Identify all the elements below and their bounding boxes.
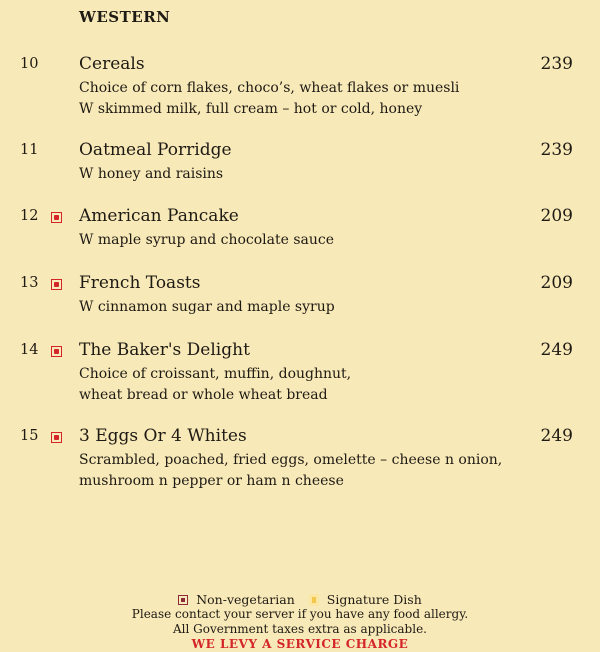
item-name: French Toasts — [79, 273, 201, 293]
item-number: 10 — [20, 56, 39, 72]
non-veg-icon — [51, 346, 62, 357]
menu-footer — [0, 592, 600, 652]
item-price: 209 — [540, 206, 573, 226]
item-number: 14 — [20, 342, 39, 358]
description-line: Choice of croissant, muffin, doughnut, — [79, 366, 352, 382]
item-description — [79, 78, 539, 120]
non-veg-icon — [51, 432, 62, 443]
description-line: W skimmed milk, full cream – hot or cold, honey — [79, 101, 423, 117]
item-description — [79, 297, 539, 318]
item-price: 239 — [540, 54, 573, 74]
non-veg-legend-icon — [178, 595, 188, 605]
non-veg-icon — [51, 212, 62, 223]
legend-signature-label: Signature Dish — [326, 592, 422, 607]
description-line: wheat bread or whole wheat bread — [79, 387, 328, 403]
tax-note: All Government taxes extra as applicable. — [172, 622, 427, 636]
item-number: 15 — [20, 428, 39, 444]
legend — [0, 592, 600, 607]
item-name: The Baker's Delight — [79, 340, 250, 360]
item-price: 209 — [540, 273, 573, 293]
item-description — [79, 450, 539, 492]
description-line: W maple syrup and chocolate sauce — [79, 232, 335, 248]
item-price: 249 — [540, 426, 573, 446]
item-number: 11 — [20, 142, 39, 158]
signature-dish-icon — [309, 594, 319, 606]
item-number: 13 — [20, 275, 39, 291]
non-veg-icon — [51, 279, 62, 290]
description-line: Scrambled, poached, fried eggs, omelette – cheese n onion, — [79, 452, 503, 468]
section-title: WESTERN — [79, 8, 171, 26]
legend-nonveg-label: Non-vegetarian — [196, 592, 295, 607]
item-price: 249 — [540, 340, 573, 360]
item-name: Cereals — [79, 54, 145, 74]
item-description — [79, 364, 539, 406]
description-line: Choice of corn flakes, choco’s, wheat flakes or muesli — [79, 80, 460, 96]
allergy-note: Please contact your server if you have any food allergy. — [131, 607, 469, 621]
item-name: Oatmeal Porridge — [79, 140, 232, 160]
description-line: W honey and raisins — [79, 166, 224, 182]
item-description — [79, 164, 539, 185]
description-line: mushroom n pepper or ham n cheese — [79, 473, 344, 489]
description-line: W cinnamon sugar and maple syrup — [79, 299, 335, 315]
item-number: 12 — [20, 208, 39, 224]
item-price: 239 — [540, 140, 573, 160]
item-name: 3 Eggs Or 4 Whites — [79, 426, 247, 446]
item-name: American Pancake — [79, 206, 239, 226]
service-charge-note: WE LEVY A SERVICE CHARGE — [191, 637, 409, 651]
item-description — [79, 230, 539, 251]
